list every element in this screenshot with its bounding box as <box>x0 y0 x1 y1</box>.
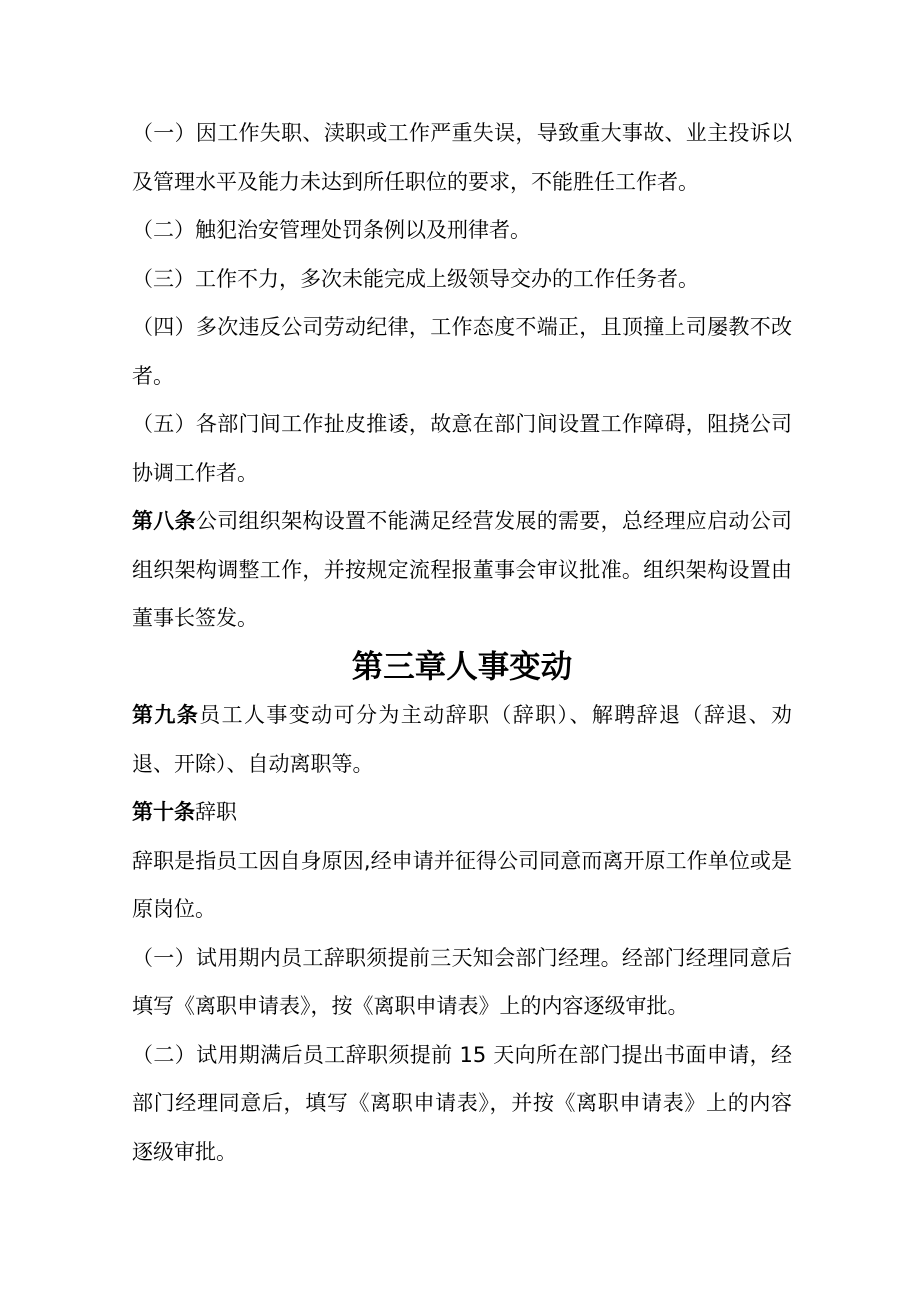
article-10-text: 辞职 <box>195 800 237 824</box>
article-9-text: 员工人事变动可分为主动辞职（辞职）、解聘辞退（辞退、劝退、开除）、自动离职等。 <box>132 703 793 776</box>
clause-1-paragraph: （一）因工作失职、渎职或工作严重失误，导致重大事故、业主投诉以及管理水平及能力未达到所任职位的要求，不能胜任工作者。 <box>132 121 792 194</box>
article-8-label: 第八条 <box>132 509 196 533</box>
clause-3-paragraph: （三）工作不力，多次未能完成上级领导交办的工作任务者。 <box>132 266 699 291</box>
article-8-text: 公司组织架构设置不能满足经营发展的需要，总经理应启动公司组织架构调整工作，并按规定流程报董事会审议批准。组织架构设置由董事长签发。 <box>132 509 793 630</box>
article-9-label: 第九条 <box>132 703 200 727</box>
document-body <box>132 109 792 1176</box>
resignation-item-1: （一）试用期内员工辞职须提前三天知会部门经理。经部门经理同意后填写《离职申请表》，按《离职申请表》上的内容逐级审批。 <box>132 945 792 1018</box>
resignation-item-2: （二）试用期满后员工辞职须提前 15 天向所在部门提出书面申请，经部门经理同意后，填写《离职申请表》，并按《离职申请表》上的内容逐级审批。 <box>132 1042 792 1164</box>
clause-4-paragraph: （四）多次违反公司劳动纪律，工作态度不端正，且顶撞上司屡教不改者。 <box>132 315 792 388</box>
article-8-paragraph <box>132 497 792 643</box>
clause-2-paragraph: （二）触犯治安管理处罚条例以及刑律者。 <box>132 218 531 242</box>
article-9-paragraph <box>132 691 792 788</box>
article-10-paragraph <box>132 788 792 837</box>
resignation-definition: 辞职是指员工因自身原因,经申请并征得公司同意而离开原工作单位或是原岗位。 <box>132 848 792 921</box>
clause-5-paragraph: （五）各部门间工作扯皮推诿，故意在部门间设置工作障碍，阻挠公司协调工作者。 <box>132 412 792 485</box>
chapter-3-title: 第三章人事变动 <box>351 648 573 685</box>
article-10-label: 第十条 <box>132 800 195 824</box>
